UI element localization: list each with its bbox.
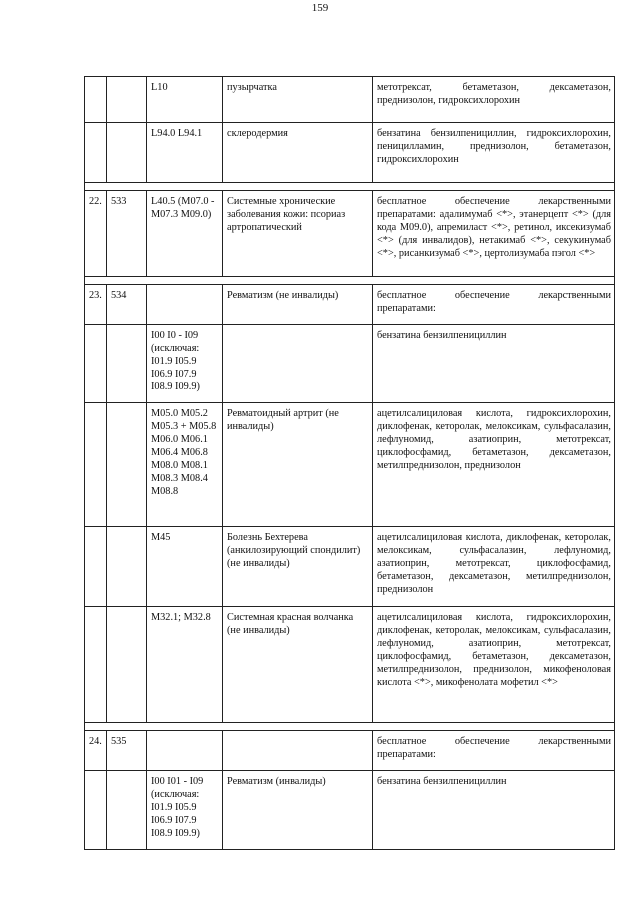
page-number: 159: [311, 2, 329, 14]
icd-code-cell: L10: [147, 77, 223, 123]
code-cell: [107, 607, 147, 723]
row-number-cell: 24.: [85, 731, 107, 771]
drugs-cell: метотрексат, бетаметазон, дексаметазон, преднизолон, гидроксихлорохин: [373, 77, 615, 123]
row-number-cell: [85, 607, 107, 723]
table-row: [85, 403, 615, 527]
code-cell: [107, 403, 147, 527]
table-row: [85, 285, 615, 325]
code-cell: 534: [107, 285, 147, 325]
code-cell: 535: [107, 731, 147, 771]
drugs-cell: бесплатное обеспечение лекарственными препаратами: адалимумаб <*>, этанерцепт <*> (для кода M09.0), апремиласт <*>, ретинол, иксекизумаб <*> (для инвалидов), нетакимаб <*>, секукинумаб <*>, рисанкизумаб <*>, цертолизумаба пэгол <*>: [373, 191, 615, 277]
drugs-cell: бензатина бензилпенициллин, гидроксихлорохин, пеницилламин, преднизолон, бетаметазон, гидроксихлорохин: [373, 123, 615, 183]
code-cell: [107, 324, 147, 403]
code-cell: [107, 527, 147, 607]
table-row: [85, 607, 615, 723]
icd-code-cell: [147, 285, 223, 325]
drugs-cell: бензатина бензилпенициллин: [373, 324, 615, 403]
disease-cell: Системная красная волчанка (не инвалиды): [223, 607, 373, 723]
table-row: [85, 731, 615, 771]
disease-cell: склеродермия: [223, 123, 373, 183]
disease-cell: Ревматизм (инвалиды): [223, 771, 373, 850]
drugs-cell: бесплатное обеспечение лекарственными препаратами:: [373, 285, 615, 325]
code-cell: 533: [107, 191, 147, 277]
table-separator: [85, 183, 615, 191]
drugs-cell: ацетилсалициловая кислота, гидроксихлорохин, диклофенак, кеторолак, мелоксикам, сульфасалазин, лефлуномид, азатиоприн, метотрексат, циклофосфамид, бетаметазон, дексаметазон, метилпреднизолон, преднизолон, микофеноловая кислота <*>, микофенолата мофетил <*>: [373, 607, 615, 723]
row-number-cell: 23.: [85, 285, 107, 325]
icd-code-cell: I00 I01 - I09 (исключая: I01.9 I05.9 I06.9 I07.9 I08.9 I09.9): [147, 771, 223, 850]
icd-code-cell: L40.5 (M07.0 - M07.3 M09.0): [147, 191, 223, 277]
drugs-cell: ацетилсалициловая кислота, гидроксихлорохин, диклофенак, кеторолак, мелоксикам, сульфасалазин, лефлуномид, азатиоприн, метотрексат, циклофосфамид, бетаметазон, дексаметазон, метилпреднизолон, преднизолон: [373, 403, 615, 527]
row-number-cell: [85, 77, 107, 123]
table-row: [85, 191, 615, 277]
table-row: [85, 771, 615, 850]
table-row: [85, 527, 615, 607]
disease-cell: [223, 324, 373, 403]
row-number-cell: [85, 324, 107, 403]
table-row: [85, 324, 615, 403]
drugs-cell: бесплатное обеспечение лекарственными препаратами:: [373, 731, 615, 771]
icd-code-cell: L94.0 L94.1: [147, 123, 223, 183]
row-number-cell: [85, 123, 107, 183]
icd-code-cell: I00 I0 - I09 (исключая: I01.9 I05.9 I06.9 I07.9 I08.9 I09.9): [147, 324, 223, 403]
drug-provision-table: [84, 76, 615, 850]
table-separator: [85, 723, 615, 731]
disease-cell: [223, 731, 373, 771]
row-number-cell: [85, 403, 107, 527]
disease-cell: Болезнь Бехтерева (анкилозирующий спондилит) (не инвалиды): [223, 527, 373, 607]
icd-code-cell: M45: [147, 527, 223, 607]
drugs-cell: бензатина бензилпенициллин: [373, 771, 615, 850]
disease-cell: пузырчатка: [223, 77, 373, 123]
disease-cell: Ревматизм (не инвалиды): [223, 285, 373, 325]
disease-cell: Системные хронические заболевания кожи: псориаз артропатический: [223, 191, 373, 277]
code-cell: [107, 123, 147, 183]
icd-code-cell: M32.1; M32.8: [147, 607, 223, 723]
code-cell: [107, 77, 147, 123]
disease-cell: Ревматоидный артрит (не инвалиды): [223, 403, 373, 527]
row-number-cell: 22.: [85, 191, 107, 277]
table-row: [85, 77, 615, 123]
icd-code-cell: [147, 731, 223, 771]
icd-code-cell: M05.0 M05.2 M05.3 + M05.8 M06.0 M06.1 M06.4 M06.8 M08.0 M08.1 M08.3 M08.4 M08.8: [147, 403, 223, 527]
row-number-cell: [85, 771, 107, 850]
drugs-cell: ацетилсалициловая кислота, диклофенак, кеторолак, мелоксикам, сульфасалазин, лефлуномид, азатиоприн, метотрексат, циклофосфамид, бетаметазон, дексаметазон, метилпреднизолон, преднизолон: [373, 527, 615, 607]
row-number-cell: [85, 527, 107, 607]
table-row: [85, 123, 615, 183]
code-cell: [107, 771, 147, 850]
table-separator: [85, 277, 615, 285]
